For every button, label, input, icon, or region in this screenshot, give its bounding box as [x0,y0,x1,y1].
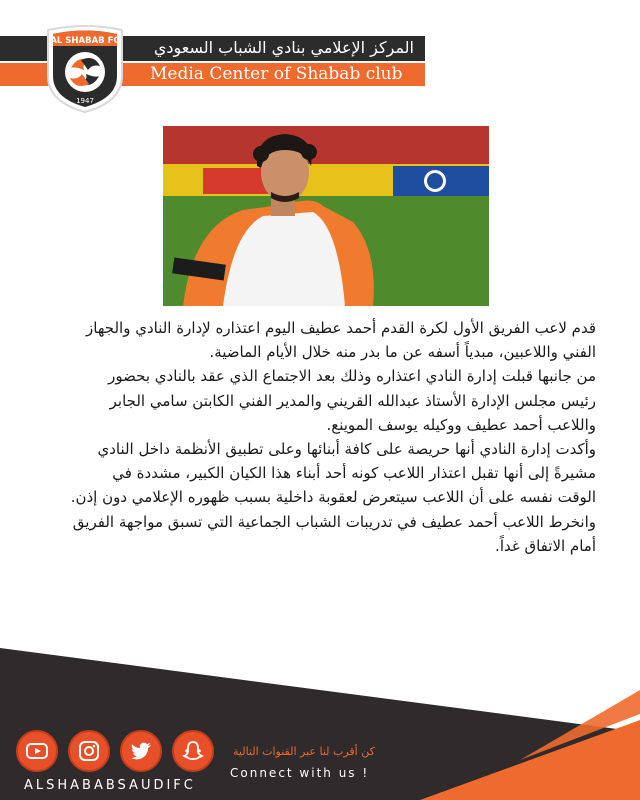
logo-top-text: AL SHABAB FC [50,36,120,46]
snapchat-icon [181,739,205,763]
twitter-button[interactable] [120,730,162,772]
instagram-icon [77,739,101,763]
connect-text-en: Connect with us ! [230,766,370,780]
instagram-button[interactable] [68,730,110,772]
article-paragraph: قدم لاعب الفريق الأول لكرة القدم أحمد عطيف اليوم اعتذاره لإدارة النادي والجهاز الفني واللاعبين، مبدياً أسفه عن ما بدر منه خلال الأيام الماضية. [86,319,596,362]
twitter-icon [129,739,153,763]
connect-text-ar: كن أقرب لنا عبر القنوات التالية [233,745,375,758]
club-logo [44,24,126,114]
youtube-icon [25,739,49,763]
social-handle: ALSHABABSAUDIFC [24,778,196,793]
article-paragraph: وانخرط اللاعب أحمد عطيف في تدريبات الشباب الجماعية التي تسبق مواجهة الفريق أمام الاتفاق غداً. [72,512,596,555]
youtube-button[interactable] [16,730,58,772]
snapchat-button[interactable] [172,730,214,772]
logo-year: 1947 [76,97,94,105]
player-photo [163,126,489,306]
header-title-en: Media Center of Shabab club [150,64,403,84]
article-paragraph: وأكدت إدارة النادي أنها حريصة على كافة أبنائها وعلى تطبيق الأنظمة داخل النادي مشيرةً إلى أنها تقبل اعتذار اللاعب كونه أحد أبناء هذا الكيان الكبير، مشددة في الوقت نفسه على أن اللاعب سيتعرض لعقوبة داخلية بسبب ظهوره الإعلامي دون إذن. [70,440,596,507]
article-paragraph: من جانبها قبلت إدارة النادي اعتذاره وذلك بعد الاجتماع الذي عقد بالنادي بحضور رئيس مجلس الإدارة الأستاذ عبدالله القريني والمدير الفني الكابتن سامي الجابر واللاعب أحمد عطيف ووكيله يوسف الموينع. [108,367,596,434]
header-title-ar: المركز الإعلامي بنادي الشباب السعودي [153,38,414,57]
article-body [70,316,596,558]
